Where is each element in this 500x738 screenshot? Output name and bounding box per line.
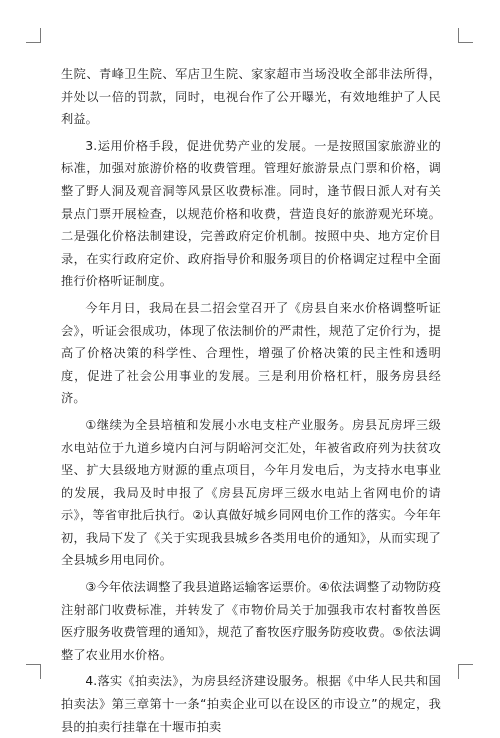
paragraph-6: 4.落实《拍卖法》，为房县经济建设服务。根据《中华人民共和国拍卖法》第三章第十一条“拍卖企业可以在设区的市设立”的规定，我县的拍卖行挂靠在十堰市拍卖 [61, 674, 441, 734]
crop-mark-top-left [26, 28, 41, 43]
crop-mark-top-right [458, 28, 473, 43]
paragraph-4: ①继续为全县培植和发展小水电支柱产业服务。房县瓦房坪三级水电站位于九道乡境内白河与阴峪河交汇处，年被省政府列为扶贫攻坚、扩大县级地方财源的重点项目，今年月发电后，为支持水电事业的发展，我局及时申报了《房县瓦房坪三级水电站上省网电价的请示》，等省审批后执行。②认真做好城乡同网电价工作的落实。今年年初，我局下发了《关于实现我县城乡各类用电价的通知》，从而实现了全县城乡用电同价。 [61, 417, 441, 568]
paragraph-3: 今年月日，我局在县二招会堂召开了《房县自来水价格调整听证会》，听证会很成功，体现了依法制价的严肃性，规范了定价行为，提高了价格决策的科学性、合理性，增强了价格决策的民主性和透明度，促进了社会公用事业的发展。三是利用价格杠杆，服务房县经济。 [61, 300, 441, 406]
crop-mark-bottom-right [458, 664, 473, 679]
paragraph-5: ③今年依法调整了我县道路运输客运票价。④依法调整了动物防疫注射部门收费标准，并转发了《市物价局关于加强我市农村畜牧兽医医疗服务收费管理的通知》，规范了畜牧医疗服务防疫收费。⑤依法调整了农业用水价格。 [61, 580, 441, 662]
paragraph-2: 3.运用价格手段，促进优势产业的发展。一是按照国家旅游业的标准，加强对旅游价格的收费管理。管理好旅游景点门票和价格，调整了野人洞及观音洞等风景区收费标准。同时，逢节假日派人对有关景点门票开展检查，以规范价格和收费，营造良好的旅游观光环境。二是强化价格法制建设，完善政府定价机制。按照中央、地方定价目录，在实行政府定价、政府指导价和服务项目的价格调定过程中全面推行价格听证制度。 [61, 138, 441, 289]
paragraph-1: 生院、青峰卫生院、军店卫生院、家家超市当场没收全部非法所得，并处以一倍的罚款，同时，电视台作了公开曝光，有效地维护了人民利益。 [61, 67, 441, 127]
document-body [61, 63, 441, 738]
crop-mark-bottom-left [26, 664, 41, 679]
